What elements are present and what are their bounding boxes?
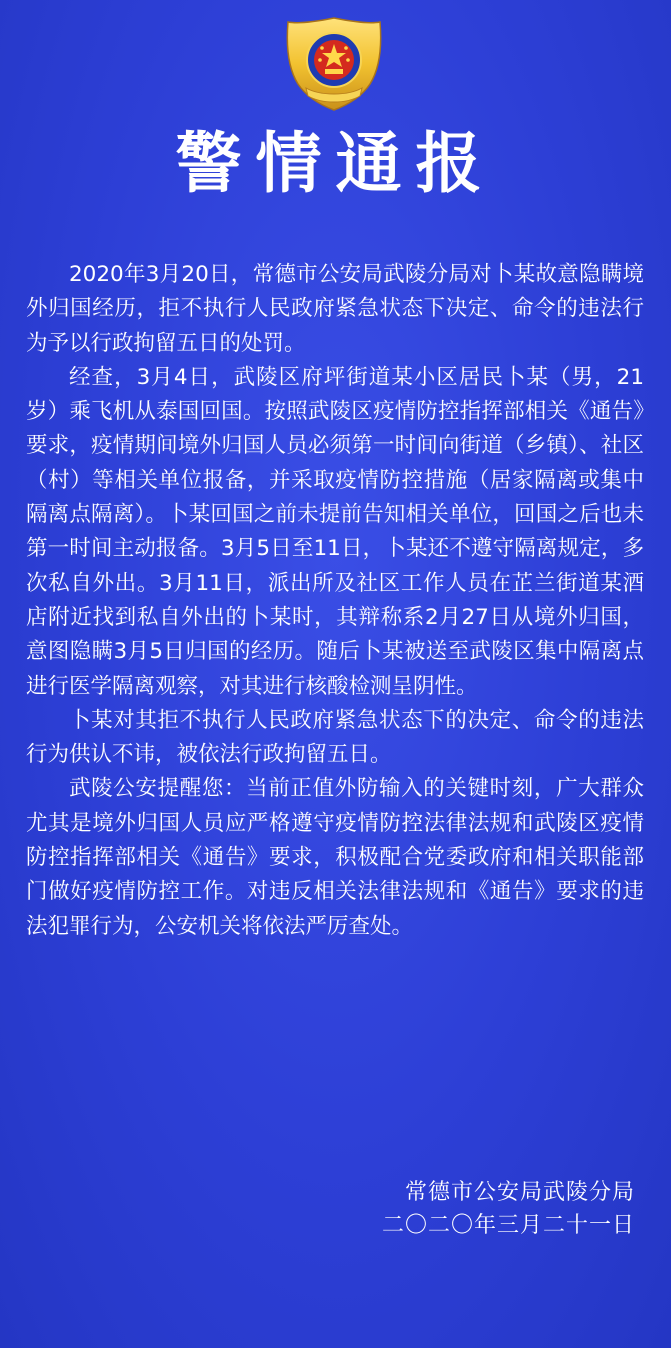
- issuer-name: 常德市公安局武陵分局: [404, 1180, 635, 1205]
- paragraph-2: 经查，3月4日，武陵区府坪街道某小区居民卜某（男，21岁）乘飞机从泰国回国。按照武陵区疫情防控指挥部相关《通告》要求，疫情期间境外归国人员必须第一时间向街道（乡镇）、社区（村）等相关单位报备，并采取疫情防控措施（居家隔离或集中隔离点隔离）。卜某回国之前未提前告知相关单位，回国之后也未第一时间主动报备。3月5日至11日，卜某还不遵守隔离规定，多次私自外出。3月11日，派出所及社区工作人员在芷兰街道某酒店附近找到私自外出的卜某时，其辩称系2月27日从境外归国，意图隐瞒3月5日归国的经历。随后卜某被送至武陵区集中隔离点进行医学隔离观察，对其进行核酸检测呈阴性。: [26, 364, 644, 699]
- paragraph-3: 卜某对其拒不执行人民政府紧急状态下的决定、命令的违法行为供认不讳，被依法行政拘留五日。: [26, 707, 644, 768]
- paragraph-4: 武陵公安提醒您：当前正值外防输入的关键时刻，广大群众尤其是境外归国人员应严格遵守疫情防控法律法规和武陵区疫情防控指挥部相关《通告》要求，积极配合党委政府和相关职能部门做好疫情防控工作。对违反相关法律法规和《通告》要求的违法犯罪行为，公安机关将依法严厉查处。: [26, 776, 644, 939]
- page-title: 警情通报: [175, 125, 496, 202]
- issue-date: 二〇二〇年三月二十一日: [381, 1213, 635, 1238]
- notice-body: [26, 258, 644, 944]
- police-emblem-icon: [284, 16, 384, 112]
- paragraph-1: 2020年3月20日，常德市公安局武陵分局对卜某故意隐瞒境外归国经历，拒不执行人民政府紧急状态下决定、命令的违法行为予以行政拘留五日的处罚。: [26, 262, 644, 356]
- signature-block: [382, 1176, 635, 1242]
